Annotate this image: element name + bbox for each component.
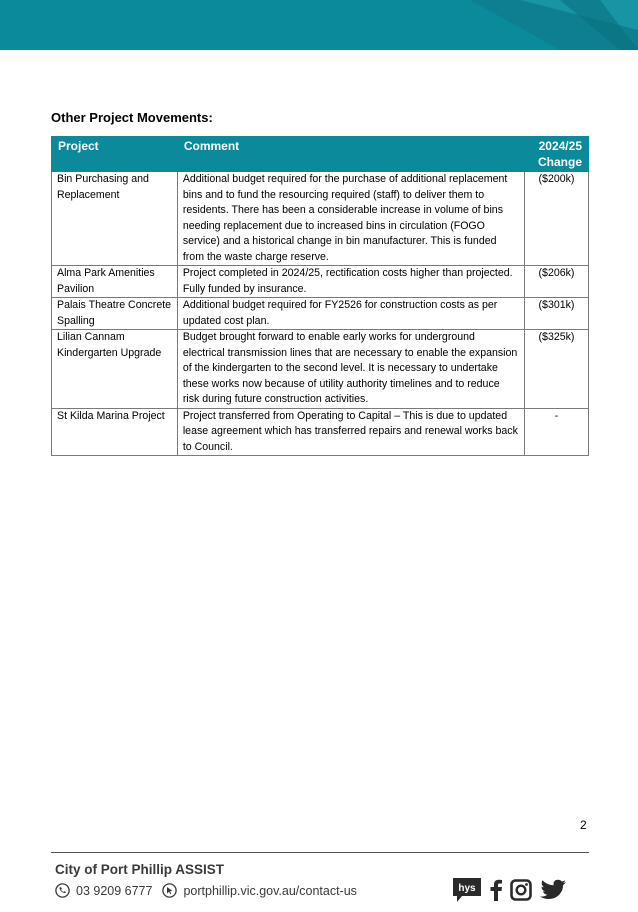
- footer-website-link[interactable]: portphillip.vic.gov.au/contact-us: [183, 883, 357, 898]
- cell-project: Lilian Cannam Kindergarten Upgrade: [52, 330, 178, 409]
- cell-change: ($301k): [525, 298, 589, 330]
- cell-project: Alma Park Amenities Pavilion: [52, 266, 178, 298]
- social-icons: [452, 877, 574, 908]
- cell-comment: Budget brought forward to enable early works for underground electrical transmission lines that are necessary to enable the expansion of the kindergarten to the second level. It is necessary to undertake these works now because of utility authority timelines and to reduce risk during future construction activities.: [177, 330, 524, 409]
- cell-project: St Kilda Marina Project: [52, 408, 178, 456]
- instagram-icon[interactable]: [510, 879, 532, 906]
- phone-icon: [55, 883, 70, 898]
- facebook-icon[interactable]: [489, 879, 503, 906]
- header-change: [525, 137, 589, 172]
- cell-change: ($325k): [525, 330, 589, 409]
- footer-contact: [55, 883, 357, 898]
- page-number: 2: [580, 818, 587, 832]
- cell-comment: Additional budget required for the purchase of additional replacement bins and to fund the resourcing required (staff) to deliver them to residents. There has been a considerable increase in volume of bins needing replacement due to increased bins in circulation (FOGO service) and a historical change in bin manufacturer. This is funded from the waste charge reserve.: [177, 172, 524, 266]
- section-heading: Other Project Movements:: [51, 110, 213, 125]
- table-row: [52, 408, 589, 456]
- header-project: Project: [52, 137, 178, 172]
- cell-change: ($206k): [525, 266, 589, 298]
- table-row: [52, 330, 589, 409]
- cell-change: ($200k): [525, 172, 589, 266]
- cell-project: Palais Theatre Concrete Spalling: [52, 298, 178, 330]
- hys-label: hys: [458, 883, 476, 894]
- header-change-label: Change: [537, 155, 582, 169]
- table-row: [52, 266, 589, 298]
- table-row: [52, 298, 589, 330]
- table-row: [52, 172, 589, 266]
- cell-comment: Project completed in 2024/25, rectification costs higher than projected. Fully funded by insurance.: [177, 266, 524, 298]
- header-comment: Comment: [177, 137, 524, 172]
- cell-comment: Project transferred from Operating to Capital – This is due to updated lease agreement which has transferred repairs and renewal works back to Council.: [177, 408, 524, 456]
- banner-graphic: [0, 0, 638, 50]
- cell-change: -: [525, 408, 589, 456]
- cursor-icon: [162, 883, 177, 898]
- cell-project: Bin Purchasing and Replacement: [52, 172, 178, 266]
- twitter-icon[interactable]: [539, 879, 567, 906]
- footer-org-name: City of Port Phillip ASSIST: [55, 862, 225, 877]
- hys-icon[interactable]: [452, 877, 482, 908]
- footer-divider: [51, 852, 589, 853]
- footer-phone[interactable]: 03 9209 6777: [76, 883, 153, 898]
- project-movements-table: [51, 136, 589, 456]
- table-header-row: [52, 137, 589, 172]
- top-banner: [0, 0, 638, 50]
- cell-comment: Additional budget required for FY2526 for construction costs as per updated cost plan.: [177, 298, 524, 330]
- header-change-year: 2024/25: [538, 139, 582, 153]
